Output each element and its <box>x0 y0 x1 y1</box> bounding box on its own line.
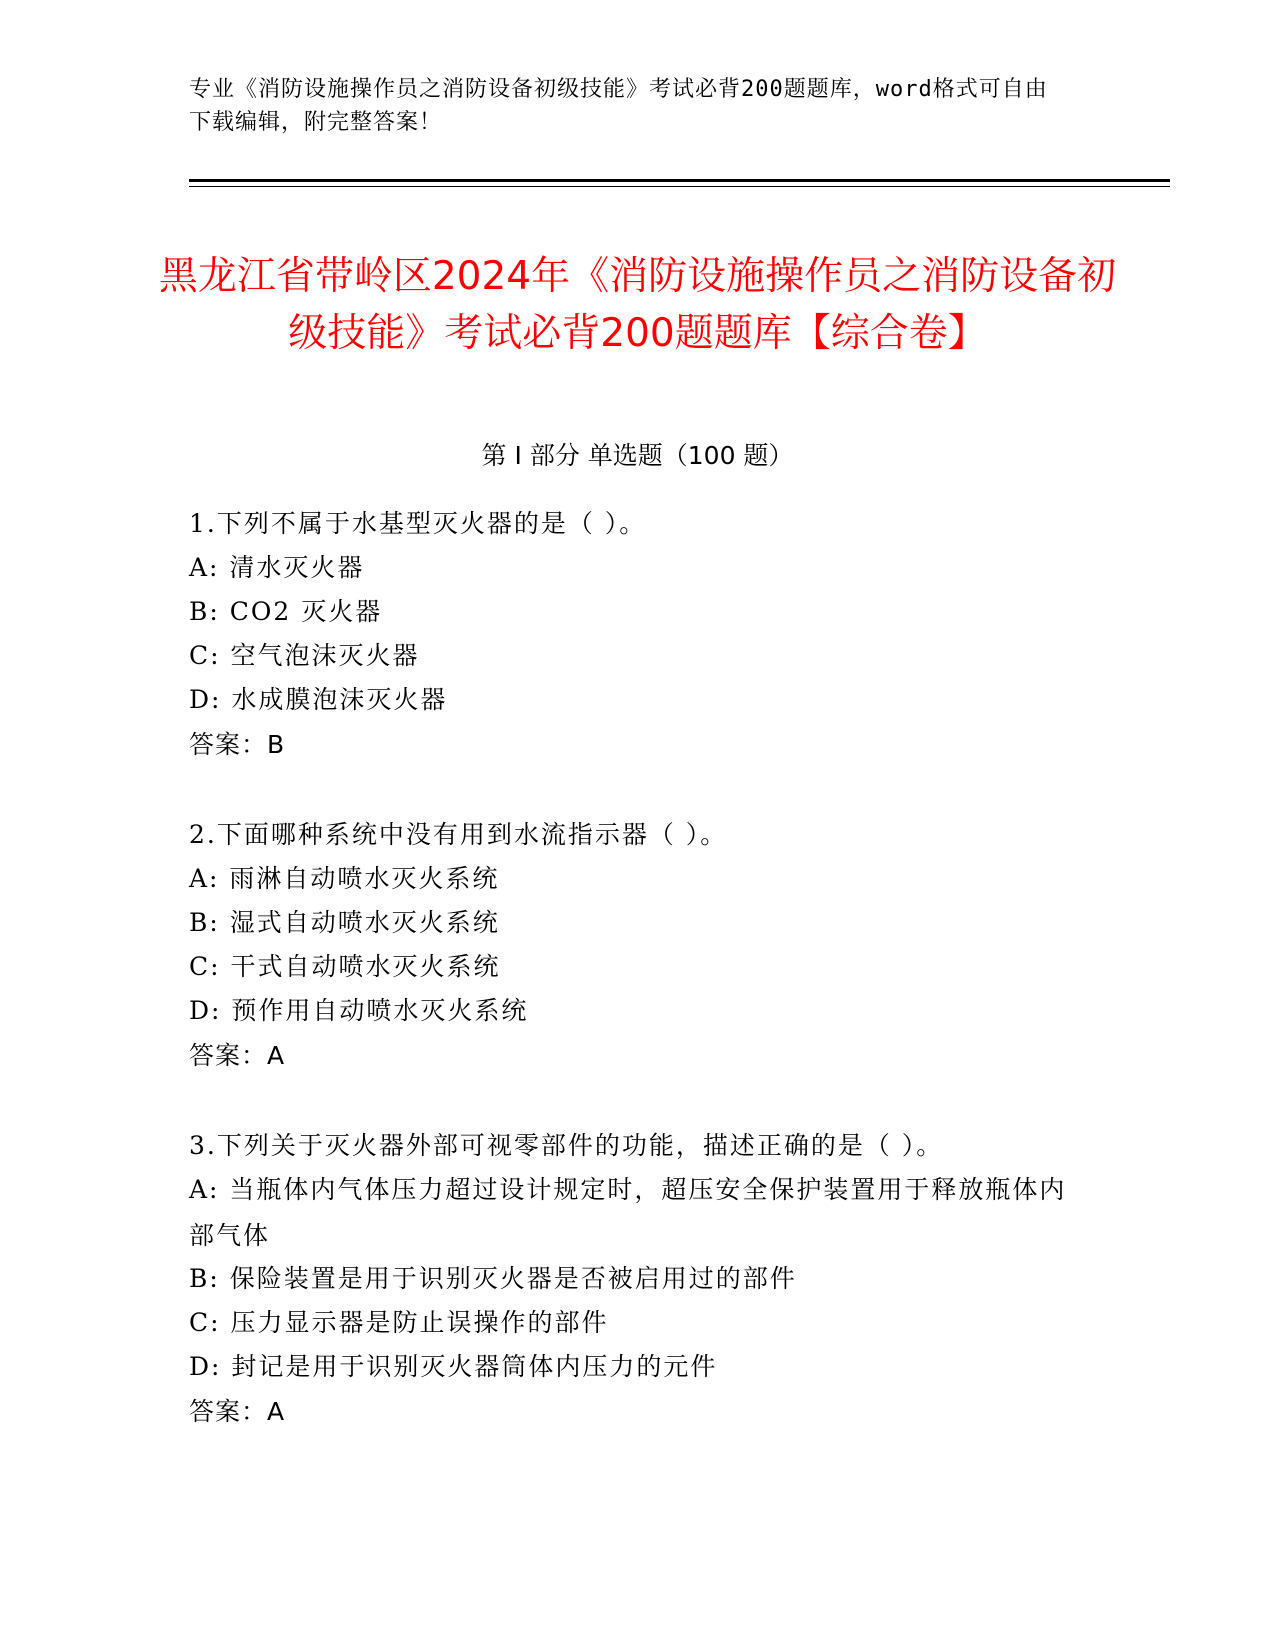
header-divider-thin <box>189 186 1170 187</box>
document-title: 黑龙江省带岭区2024年《消防设施操作员之消防设备初级技能》考试必背200题题库【综合卷】 <box>158 254 1117 357</box>
question-stem: 3.下列关于灭火器外部可视零部件的功能，描述正确的是（ ）。 <box>189 1131 944 1160</box>
question-stem: 2.下面哪种系统中没有用到水流指示器（ ）。 <box>189 820 728 849</box>
answer-label: 答案：A <box>189 1397 286 1426</box>
answer-label: 答案：A <box>189 1041 286 1070</box>
header-divider-thick <box>189 179 1170 182</box>
option-b: B: 湿式自动喷水灭火系统 <box>189 908 500 937</box>
option-c: C: 空气泡沫灭火器 <box>189 641 420 670</box>
question-stem: 1.下列不属于水基型灭火器的是（ ）。 <box>189 509 647 538</box>
answer-label: 答案：B <box>189 730 286 759</box>
option-b: B: 保险装置是用于识别灭火器是否被启用过的部件 <box>189 1264 797 1293</box>
option-b: B: CO2 灭火器 <box>189 597 383 626</box>
option-c: C: 干式自动喷水灭火系统 <box>189 952 501 981</box>
option-d: D: 预作用自动喷水灭火系统 <box>189 996 529 1025</box>
option-a: A: 当瓶体内气体压力超过设计规定时，超压安全保护装置用于释放瓶体内部气体 <box>189 1175 1067 1250</box>
section-heading: 第 I 部分 单选题（100 题） <box>481 441 794 470</box>
option-d: D: 水成膜泡沫灭火器 <box>189 685 448 714</box>
header-note: 专业《消防设施操作员之消防设备初级技能》考试必背200题题库，word格式可自由下载编辑，附完整答案！ <box>189 77 1048 135</box>
option-c: C: 压力显示器是防止误操作的部件 <box>189 1308 609 1337</box>
option-a: A: 雨淋自动喷水灭火系统 <box>189 864 500 893</box>
option-a: A: 清水灭火器 <box>189 553 365 582</box>
option-d: D: 封记是用于识别灭火器筒体内压力的元件 <box>189 1352 718 1381</box>
